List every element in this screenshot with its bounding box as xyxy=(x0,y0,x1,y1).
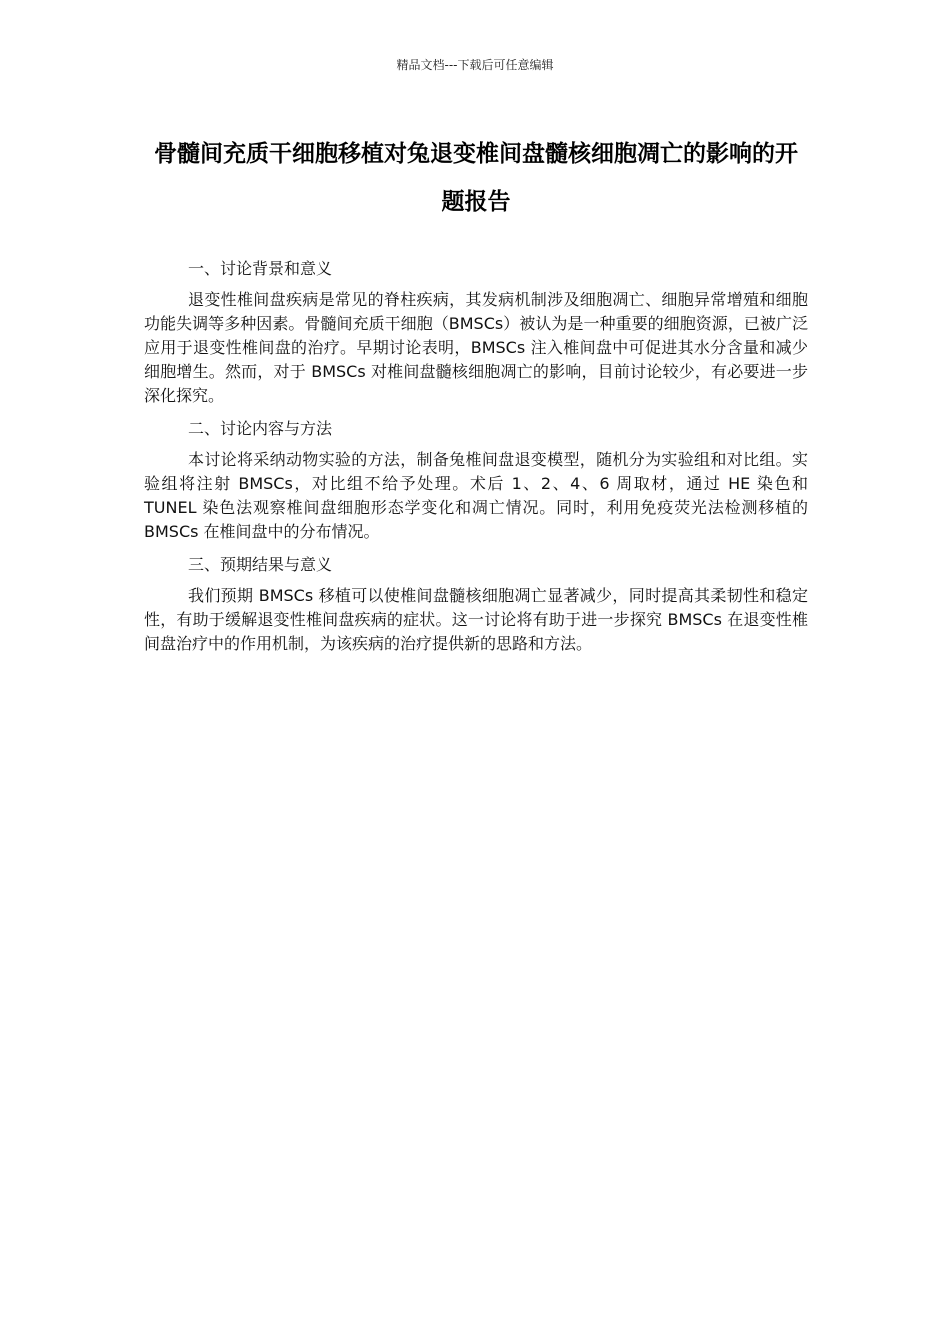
section-heading-methods: 二、讨论内容与方法 xyxy=(188,419,333,438)
section-paragraph-expected-results: 我们预期 BMSCs 移植可以使椎间盘髓核细胞凋亡显著减少，同时提高其柔韧性和稳定性，有助于缓解退变性椎间盘疾病的症状。这一讨论将有助于进一步探究 BMSCs 在退变性椎间盘治疗中的作用机制，为该疾病的治疗提供新的思路和方法。 xyxy=(144,586,808,653)
section-heading-expected-results: 三、预期结果与意义 xyxy=(188,555,333,574)
document-body xyxy=(144,256,808,664)
section-paragraph-methods: 本讨论将采纳动物实验的方法，制备兔椎间盘退变模型，随机分为实验组和对比组。实验组将注射 BMSCs，对比组不给予处理。术后 1、2、4、6 周取材，通过 HE 染色和 TUNEL 染色法观察椎间盘细胞形态学变化和凋亡情况。同时，利用免疫荧光法检测移植的 BMSCs 在椎间盘中的分布情况。 xyxy=(144,450,808,541)
section-heading-background: 一、讨论背景和意义 xyxy=(188,259,333,278)
document-title: 骨髓间充质干细胞移植对兔退变椎间盘髓核细胞凋亡的影响的开题报告 xyxy=(154,141,798,215)
section-paragraph-background: 退变性椎间盘疾病是常见的脊柱疾病，其发病机制涉及细胞凋亡、细胞异常增殖和细胞功能失调等多种因素。骨髓间充质干细胞（BMSCs）被认为是一种重要的细胞资源，已被广泛应用于退变性椎间盘的治疗。早期讨论表明，BMSCs 注入椎间盘中可促进其水分含量和减少细胞增生。然而，对于 BMSCs 对椎间盘髓核细胞凋亡的影响，目前讨论较少，有必要进一步深化探究。 xyxy=(144,290,808,405)
header-note: 精品文档---下载后可任意编辑 xyxy=(396,58,554,72)
